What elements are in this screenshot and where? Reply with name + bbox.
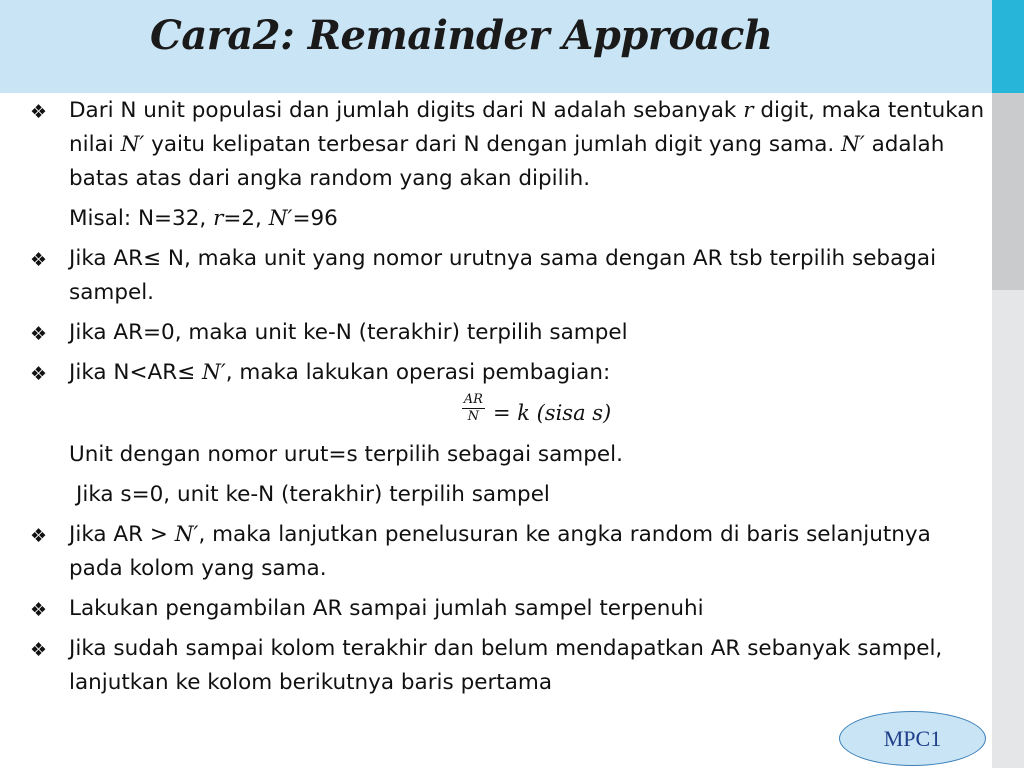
- division-formula: [30, 392, 985, 434]
- sub-line: Jika s=0, unit ke-N (terakhir) terpilih sampel: [76, 482, 550, 507]
- bullet-item: [30, 518, 985, 586]
- formula-result: = k (sisa s): [492, 401, 612, 425]
- sidebar-accent: [992, 0, 1024, 93]
- title-bar: [0, 0, 992, 93]
- diamond-bullet-icon: ❖: [30, 101, 48, 123]
- item-text: Jika AR≤ N, maka unit yang nomor urutnya sama dengan AR tsb terpilih sebagai sampel.: [69, 246, 937, 305]
- item-text: Jika sudah sampai kolom terakhir dan belum mendapatkan AR sebanyak sampel, lanjutkan ke kolom berikutnya baris pertama: [69, 636, 943, 695]
- item-text: Jika AR=0, maka unit ke-N (terakhir) terpilih sampel: [69, 320, 628, 345]
- mpc1-badge[interactable]: MPC1: [839, 711, 986, 766]
- diamond-bullet-icon: ❖: [30, 639, 48, 661]
- diamond-bullet-icon: ❖: [30, 525, 48, 547]
- bullet-item: [30, 356, 985, 390]
- bullet-item: [30, 94, 985, 196]
- fraction-numerator: AR: [463, 392, 483, 407]
- item-text: Jika N<AR≤ N′, maka lakukan operasi pembagian:: [69, 360, 611, 385]
- bullet-item: [30, 242, 985, 310]
- bullet-item: [30, 316, 985, 350]
- item-text: Dari N unit populasi dan jumlah digits dari N adalah sebanyak r digit, maka tentukan nilai N′ yaitu kelipatan terbesar dari N dengan jumlah digit yang sama. N′ adalah batas atas dari angka random yang akan dipilih.: [69, 98, 985, 191]
- diamond-bullet-icon: ❖: [30, 249, 48, 271]
- bullet-item: [30, 632, 985, 700]
- fraction-denominator: N: [467, 409, 480, 424]
- item-text: Lakukan pengambilan AR sampai jumlah sampel terpenuhi: [69, 596, 704, 621]
- item-text: Jika AR > N′, maka lanjutkan penelusuran ke angka random di baris selanjutnya pada kolom yang sama.: [69, 522, 931, 581]
- slide-title: Cara2: Remainder Approach: [150, 12, 773, 59]
- example-line: Misal: N=32, r=2, N′=96: [69, 206, 338, 231]
- slide-content: [30, 94, 985, 706]
- fraction: [462, 392, 485, 434]
- diamond-bullet-icon: ❖: [30, 363, 48, 385]
- diamond-bullet-icon: ❖: [30, 323, 48, 345]
- diamond-bullet-icon: ❖: [30, 599, 48, 621]
- scrollbar-thumb[interactable]: [992, 93, 1024, 290]
- sub-line: Unit dengan nomor urut=s terpilih sebagai sampel.: [69, 442, 623, 467]
- bullet-item: [30, 592, 985, 626]
